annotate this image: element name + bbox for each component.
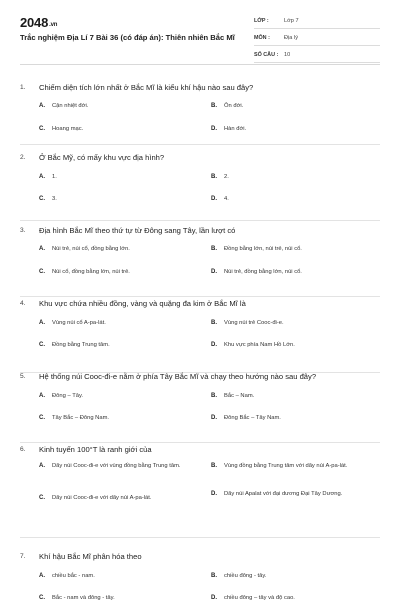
question-number: 6. [20, 446, 26, 453]
option-b[interactable]: B. 2. [211, 174, 229, 181]
meta-label: MÔN : [254, 35, 270, 41]
option-d[interactable]: D. Hàn đới. [211, 126, 247, 133]
option-c[interactable]: C. Dãy núi Cooc-đi-e với dãy núi A-pa-lát. [39, 495, 152, 502]
site-logo[interactable]: 2048.vn [20, 15, 58, 30]
option-b[interactable]: B. Đồng bằng lớn, núi trẻ, núi cổ. [211, 246, 302, 253]
question-text: Chiếm diện tích lớn nhất ở Bắc Mĩ là kiểu khí hậu nào sau đây? [39, 83, 254, 92]
option-d[interactable]: D. Dãy núi Apalat với đại dương Đại Tây Dương. [211, 491, 343, 498]
option-c[interactable]: C. Hoang mạc. [39, 126, 84, 133]
option-d[interactable]: D. Đông Bắc – Tây Nam. [211, 415, 281, 422]
question-head [20, 83, 380, 92]
question-number: 1. [20, 84, 26, 91]
question-head [20, 299, 380, 308]
question-head [20, 445, 380, 454]
question-2 [0, 138, 400, 214]
question-number: 3. [20, 227, 26, 234]
question-head [20, 153, 380, 162]
option-c[interactable]: C. Bắc - nam và đông - tây. [39, 595, 115, 600]
question-6 [0, 442, 400, 538]
page-header [0, 0, 400, 62]
option-b[interactable]: B. Vùng đồng bằng Trung tâm với dãy núi A-pa-lát. [211, 463, 348, 470]
option-a[interactable]: A. Núi trẻ, núi cổ, đồng bằng lớn. [39, 246, 130, 253]
question-5 [0, 366, 400, 442]
option-d[interactable]: D. 4. [211, 196, 229, 203]
option-b[interactable]: B. chiều đông - tây. [211, 573, 267, 580]
question-number: 2. [20, 154, 26, 161]
option-b[interactable]: B. Vùng núi trẻ Cooc-đi-e. [211, 320, 284, 327]
option-d[interactable]: D. Núi trẻ, đồng bằng lớn, núi cổ. [211, 269, 302, 276]
question-list [0, 65, 400, 600]
option-d[interactable]: D. Khu vực phía Nam Hồ Lớn. [211, 342, 295, 349]
option-c[interactable]: C. Tây Bắc – Đông Nam. [39, 415, 110, 422]
question-head [20, 552, 380, 561]
meta-row-count [254, 48, 380, 63]
option-c[interactable]: C. Đồng bằng Trung tâm. [39, 342, 110, 349]
meta-value: Địa lý [284, 35, 298, 41]
question-text: Hệ thống núi Cooc-đi-e nằm ở phía Tây Bắc Mĩ và chạy theo hướng nào sau đây? [39, 372, 317, 381]
meta-row-subject [254, 31, 380, 46]
option-b[interactable]: B. Bắc – Nam. [211, 393, 255, 400]
meta-row-class [254, 14, 380, 29]
question-text: Kinh tuyến 100°T là ranh giới của [39, 445, 152, 454]
option-a[interactable]: A. Vùng núi cổ A-pa-lát. [39, 320, 106, 327]
meta-value: Lớp 7 [284, 18, 299, 24]
option-a[interactable]: A. Dãy núi Cooc-đi-e với vùng đồng bằng Trung tâm. [39, 463, 181, 470]
question-1 [0, 65, 400, 138]
question-text: Khí hậu Bắc Mĩ phân hóa theo [39, 552, 142, 561]
option-a[interactable]: A. chiều bắc - nam. [39, 573, 95, 580]
option-c[interactable]: C. 3. [39, 196, 57, 203]
meta-value: 10 [284, 52, 291, 58]
option-d[interactable]: D. chiều đông – tây và độ cao. [211, 595, 295, 600]
quiz-title: Trắc nghiệm Địa Lí 7 Bài 36 (có đáp án): Thiên nhiên Bắc Mĩ [20, 33, 235, 42]
option-a[interactable]: A. Đông – Tây. [39, 393, 84, 400]
question-4 [0, 290, 400, 366]
question-head [20, 226, 380, 235]
question-7 [0, 538, 400, 600]
option-b[interactable]: B. Ôn đới. [211, 103, 244, 110]
option-c[interactable]: C. Núi cổ, đồng bằng lớn, núi trẻ. [39, 269, 130, 276]
question-text: Khu vực chứa nhiều đồng, vàng và quặng đa kim ở Bắc Mĩ là [39, 299, 246, 308]
option-a[interactable]: A. 1. [39, 174, 57, 181]
question-3 [0, 214, 400, 290]
question-head [20, 372, 380, 381]
question-number: 5. [20, 373, 26, 380]
question-text: Địa hình Bắc Mĩ theo thứ tự từ Đông sang Tây, lần lượt có [39, 226, 236, 235]
question-number: 4. [20, 300, 26, 307]
meta-label: LỚP : [254, 18, 269, 24]
meta-label: SỐ CÂU : [254, 52, 279, 58]
question-text: Ở Bắc Mỹ, có mấy khu vực địa hình? [39, 153, 165, 162]
quiz-meta [254, 14, 380, 65]
question-number: 7. [20, 553, 26, 560]
option-a[interactable]: A. Cận nhiệt đới. [39, 103, 89, 110]
